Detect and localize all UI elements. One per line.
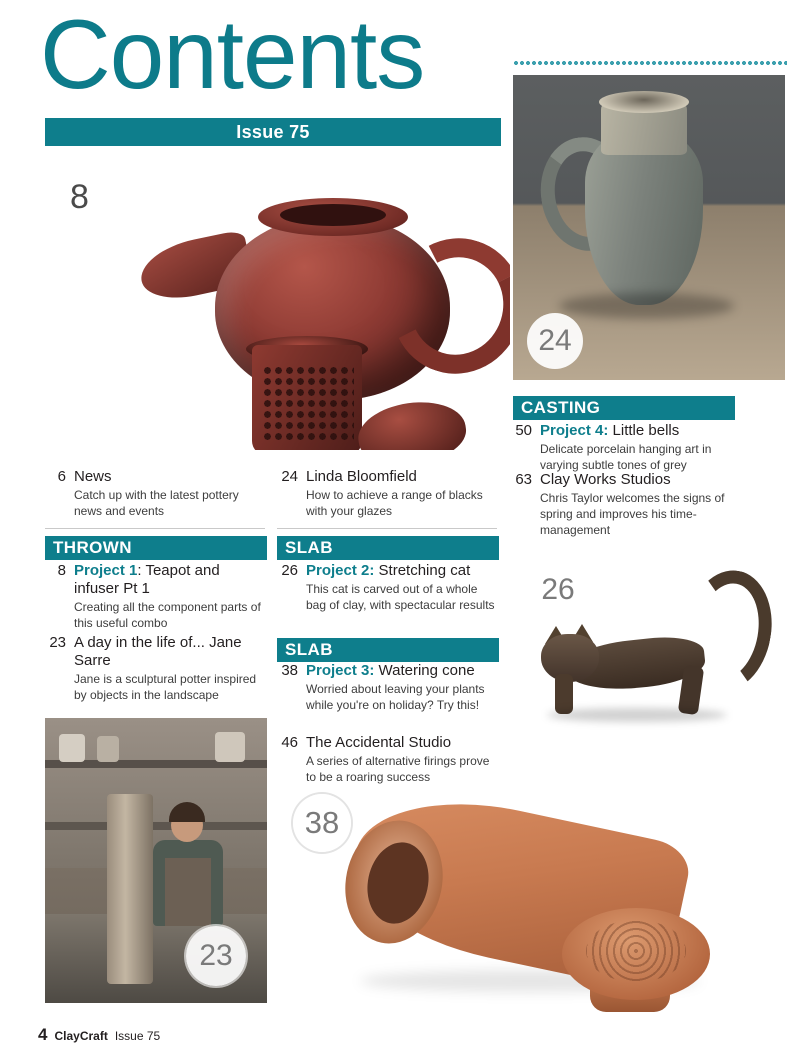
- entry-page-number: 24: [281, 468, 298, 485]
- entry-title: The Accidental Studio: [306, 734, 452, 751]
- jug-shadow: [559, 293, 734, 319]
- entry-title-text: : Teapot and infuser Pt 1: [74, 562, 220, 597]
- entry-day-in-the-life[interactable]: [40, 634, 265, 704]
- page-number-jug: 24: [527, 313, 583, 369]
- issue-bar: Issue 75: [45, 118, 501, 146]
- entry-description: Worried about leaving your plants while you're on holiday? Try this!: [306, 682, 485, 712]
- entry-title: Clay Works Studios: [540, 471, 671, 488]
- footer: [38, 1025, 160, 1045]
- entry-description: Jane is a sculptural potter inspired by objects in the landscape: [74, 672, 257, 702]
- entry-description: Chris Taylor welcomes the signs of spring and improves his time-management: [540, 491, 725, 537]
- footer-issue: Issue 75: [114, 1029, 161, 1043]
- entry-page-number: 46: [281, 734, 298, 751]
- entry-description: Creating all the component parts of this useful combo: [74, 600, 261, 630]
- loose-lid-shape: [354, 396, 469, 450]
- entry-description: This cat is carved out of a whole bag of clay, with spectacular results: [306, 582, 495, 612]
- page-number-studio: 23: [186, 926, 246, 986]
- entry-linda-bloomfield[interactable]: [272, 468, 497, 520]
- entry-page-number: 6: [57, 468, 66, 485]
- entry-description: A series of alternative firings prove to be a roaring success: [306, 754, 490, 784]
- cat-shadow: [547, 708, 727, 722]
- entry-title: [306, 662, 475, 680]
- decorative-dotted-rule: [513, 60, 787, 66]
- entry-title-text: Stretching cat: [374, 562, 471, 579]
- page-number-teapot: 8: [70, 178, 89, 216]
- entry-title: [306, 562, 470, 580]
- entry-page-number: 8: [57, 562, 66, 579]
- entry-title-prefix: Project 2:: [306, 562, 375, 579]
- infuser-perforations: [262, 365, 354, 443]
- entry-project-4[interactable]: [506, 422, 736, 474]
- teapot-lid-opening-shape: [280, 204, 386, 226]
- entry-project-1[interactable]: [40, 562, 265, 632]
- section-header-casting: CASTING: [513, 396, 735, 420]
- entry-title-text: Watering cone: [374, 662, 475, 679]
- page-number-cone: 38: [293, 794, 351, 852]
- section-header-slab-1: SLAB: [277, 536, 499, 560]
- entry-clay-works-studios[interactable]: [506, 471, 741, 538]
- entry-page-number: 26: [281, 562, 298, 579]
- entry-page-number: 23: [49, 634, 66, 651]
- entry-title-prefix: Project 1: [74, 562, 138, 579]
- entry-title: A day in the life of... Jane Sarre: [74, 634, 242, 669]
- entry-page-number: 38: [281, 662, 298, 679]
- section-header-slab-2: SLAB: [277, 638, 499, 662]
- entry-title: [74, 562, 265, 598]
- entry-project-3[interactable]: [272, 662, 497, 714]
- entry-description: How to achieve a range of blacks with your glazes: [306, 488, 483, 518]
- entry-title: Linda Bloomfield: [306, 468, 417, 485]
- photo-watering-cone: [290, 790, 787, 1035]
- entry-description: Catch up with the latest pottery news and events: [74, 488, 239, 518]
- studio-pot: [215, 732, 245, 762]
- studio-person-apron: [165, 858, 211, 926]
- studio-shelf-lower: [45, 822, 267, 830]
- section-header-thrown: THROWN: [45, 536, 267, 560]
- entry-title: [540, 422, 679, 440]
- studio-pot: [59, 734, 85, 762]
- page-title: Contents: [40, 0, 425, 109]
- studio-pot: [97, 736, 119, 762]
- divider-middle: [277, 528, 497, 529]
- entry-title-prefix: Project 3:: [306, 662, 375, 679]
- entry-news[interactable]: [40, 468, 265, 520]
- jug-body-shape: [585, 130, 703, 305]
- page-number-cat: 26: [541, 573, 575, 606]
- entry-description: Delicate porcelain hanging art in varying subtle tones of grey: [540, 442, 712, 472]
- entry-project-2[interactable]: [272, 562, 497, 614]
- studio-clay-column: [107, 794, 153, 984]
- entry-title-text: Little bells: [608, 422, 680, 439]
- entry-title: News: [74, 468, 112, 485]
- photo-teapot: [120, 160, 510, 450]
- entry-page-number: 63: [515, 471, 532, 488]
- entry-accidental-studio[interactable]: [272, 734, 497, 786]
- cat-front-leg-shape: [555, 674, 573, 714]
- jug-rim-shape: [599, 91, 689, 113]
- magazine-name: ClayCraft: [54, 1029, 108, 1043]
- divider-left: [45, 528, 265, 529]
- entry-title-prefix: Project 4:: [540, 422, 609, 439]
- cone-disc-pattern: [586, 920, 686, 982]
- folio-number: 4: [38, 1025, 48, 1044]
- entry-page-number: 50: [515, 422, 532, 439]
